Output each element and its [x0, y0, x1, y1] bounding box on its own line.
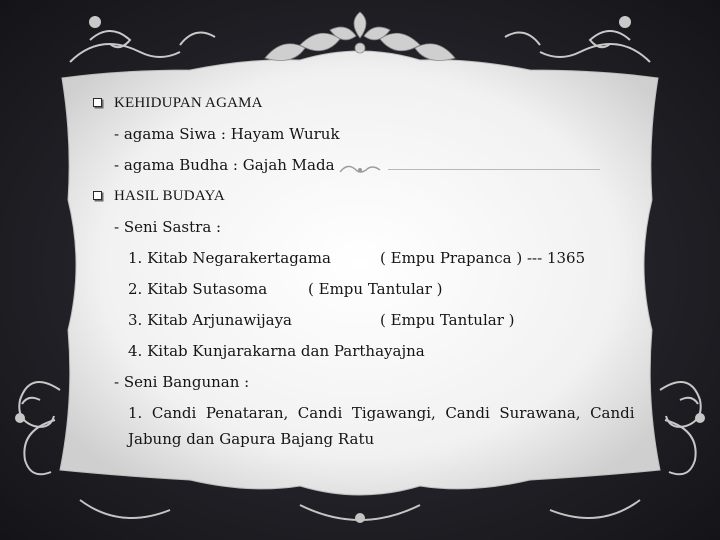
section-heading-budaya: HASIL BUDAYA	[114, 188, 225, 204]
sastra-item-title: 4. Kitab Kunjarakarna dan Parthayajna	[128, 342, 425, 360]
seni-sastra-label: - Seni Sastra :	[114, 218, 222, 236]
bullet-square-icon	[93, 98, 102, 107]
sastra-item-title: 3. Kitab Arjunawijaya	[128, 311, 292, 329]
bullet-square-icon	[93, 191, 102, 200]
bangunan-line-2: Jabung dan Gapura Bajang Ratu	[128, 430, 375, 448]
agama-line-2: - agama Budha : Gajah Mada	[114, 156, 335, 174]
sastra-item-title: 2. Kitab Sutasoma	[128, 280, 268, 298]
seni-bangunan-label: - Seni Bangunan :	[114, 373, 250, 391]
bangunan-line-1: 1. Candi Penataran, Candi Tigawangi, Candi Surawana, Candi	[128, 404, 635, 422]
sastra-item-author: ( Empu Prapanca ) --- 1365	[380, 249, 586, 267]
section-heading-agama: KEHIDUPAN AGAMA	[114, 95, 263, 111]
sastra-item-author: ( Empu Tantular )	[308, 280, 443, 298]
agama-line-1: - agama Siwa : Hayam Wuruk	[114, 125, 340, 143]
sastra-item-author: ( Empu Tantular )	[380, 311, 515, 329]
sastra-item-title: 1. Kitab Negarakertagama	[128, 249, 331, 267]
